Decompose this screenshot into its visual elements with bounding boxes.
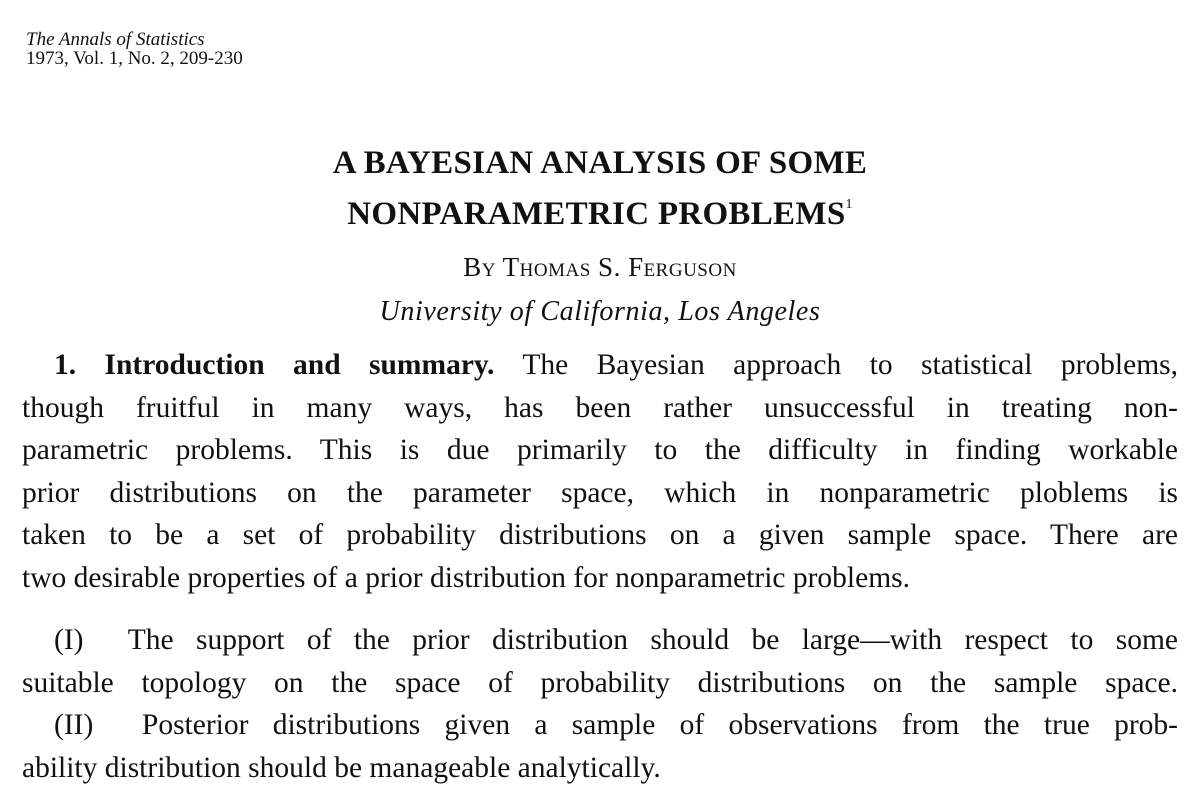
list-item-line xyxy=(22,704,1178,747)
paragraph-line: though fruitful in many ways, has been rather unsuccessful in treating non- xyxy=(22,391,1178,424)
list-item-text: The support of the prior distribution should be large—with respect to some xyxy=(127,624,1178,656)
list-item-label: (I) xyxy=(54,624,84,656)
list-item-line: ability distribution should be manageable analytically. xyxy=(22,751,661,784)
paragraph-line: two desirable properties of a prior distribution for nonparametric problems. xyxy=(22,561,911,594)
paragraph-line: prior distributions on the parameter space, which in nonparametric ploblems is xyxy=(22,476,1178,509)
properties-list xyxy=(22,619,1178,789)
journal-name: The Annals of Statistics xyxy=(26,29,205,50)
paper-title xyxy=(0,142,1200,235)
author-byline: By Thomas S. Ferguson xyxy=(463,252,737,282)
introduction-paragraph xyxy=(22,344,1178,599)
title-line-1: A BAYESIAN ANALYSIS OF SOME xyxy=(332,145,868,181)
journal-citation: 1973, Vol. 1, No. 2, 209-230 xyxy=(26,48,243,69)
paragraph-line: taken to be a set of probability distributions on a given sample space. There are xyxy=(22,519,1178,551)
journal-header xyxy=(26,30,243,68)
paragraph-line-text: The Bayesian approach to statistical problems, xyxy=(522,349,1179,381)
list-item-line: suitable topology on the space of probability distributions on the sample space. xyxy=(22,666,1178,699)
list-item-line xyxy=(22,619,1178,662)
list-item-text: Posterior distributions given a sample of observations from the true prob- xyxy=(141,709,1178,741)
list-item-label: (II) xyxy=(54,709,94,741)
paragraph-line: parametric problems. This is due primarily to the difficulty in finding workable xyxy=(22,434,1178,466)
author-affiliation: University of California, Los Angeles xyxy=(379,296,821,327)
title-footnote-mark: 1 xyxy=(845,197,853,212)
paragraph-line xyxy=(22,344,1178,387)
title-line-2 xyxy=(0,184,1200,235)
section-heading: 1. Introduction and summary. xyxy=(54,349,495,381)
title-line-2-text: NONPARAMETRIC PROBLEMS xyxy=(347,196,846,232)
